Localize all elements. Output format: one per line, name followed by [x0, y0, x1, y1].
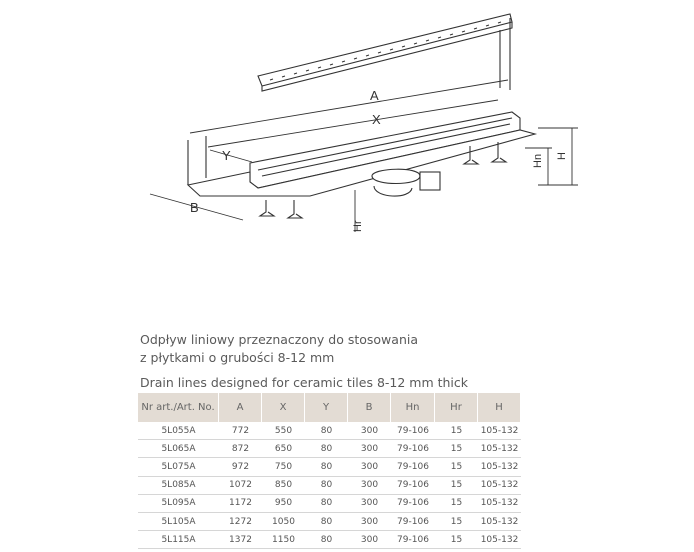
- cell-hr: 15: [435, 458, 478, 476]
- header-hn: Hn: [391, 393, 435, 422]
- label-b: B: [190, 200, 199, 215]
- spec-table-header: [138, 393, 521, 422]
- cell-art-no: 5L065A: [138, 440, 219, 458]
- cell-b: 300: [348, 440, 391, 458]
- cell-x: 650: [262, 440, 305, 458]
- cell-y: 80: [305, 440, 348, 458]
- cell-hr: 15: [435, 531, 478, 549]
- header-x: X: [262, 393, 305, 422]
- cell-h: 105-132: [478, 458, 521, 476]
- cell-y: 80: [305, 477, 348, 495]
- label-a: A: [370, 88, 379, 103]
- cell-b: 300: [348, 531, 391, 549]
- cell-b: 300: [348, 458, 391, 476]
- cell-hr: 15: [435, 495, 478, 513]
- description-polish: [140, 331, 418, 367]
- cell-a: 1272: [219, 513, 262, 531]
- cell-a: 1172: [219, 495, 262, 513]
- cell-hn: 79-106: [391, 440, 435, 458]
- description-polish-line1: Odpływ liniowy przeznaczony do stosowania: [140, 332, 418, 347]
- label-y: Y: [222, 148, 231, 163]
- table-row: [138, 531, 521, 549]
- header-a: A: [219, 393, 262, 422]
- cell-x: 1150: [262, 531, 305, 549]
- spec-table: [138, 393, 521, 549]
- table-row: [138, 440, 521, 458]
- cell-art-no: 5L095A: [138, 495, 219, 513]
- table-row: [138, 513, 521, 531]
- header-hr: Hr: [435, 393, 478, 422]
- table-row: [138, 477, 521, 495]
- cell-hn: 79-106: [391, 531, 435, 549]
- cell-h: 105-132: [478, 495, 521, 513]
- cell-a: 1072: [219, 477, 262, 495]
- cell-hn: 79-106: [391, 495, 435, 513]
- cell-h: 105-132: [478, 477, 521, 495]
- cell-hr: 15: [435, 422, 478, 440]
- header-y: Y: [305, 393, 348, 422]
- cell-x: 1050: [262, 513, 305, 531]
- cell-x: 550: [262, 422, 305, 440]
- cell-art-no: 5L075A: [138, 458, 219, 476]
- cell-hn: 79-106: [391, 477, 435, 495]
- cell-h: 105-132: [478, 422, 521, 440]
- header-art-no: Nr art./Art. No.: [138, 393, 219, 422]
- header-h: H: [478, 393, 521, 422]
- cell-b: 300: [348, 422, 391, 440]
- cell-x: 950: [262, 495, 305, 513]
- label-hr: Hr: [352, 220, 364, 232]
- label-x: X: [372, 112, 381, 127]
- cell-art-no: 5L115A: [138, 531, 219, 549]
- cell-y: 80: [305, 513, 348, 531]
- cell-b: 300: [348, 495, 391, 513]
- cell-y: 80: [305, 458, 348, 476]
- cell-art-no: 5L105A: [138, 513, 219, 531]
- cell-hn: 79-106: [391, 422, 435, 440]
- label-hn: Hn: [532, 153, 544, 168]
- cell-a: 972: [219, 458, 262, 476]
- table-row: [138, 495, 521, 513]
- cell-y: 80: [305, 422, 348, 440]
- cell-y: 80: [305, 495, 348, 513]
- cell-art-no: 5L055A: [138, 422, 219, 440]
- cell-y: 80: [305, 531, 348, 549]
- cell-h: 105-132: [478, 513, 521, 531]
- header-b: B: [348, 393, 391, 422]
- cell-hn: 79-106: [391, 458, 435, 476]
- cell-hn: 79-106: [391, 513, 435, 531]
- spec-table-body: [138, 422, 521, 549]
- cell-hr: 15: [435, 513, 478, 531]
- table-row: [138, 422, 521, 440]
- cell-x: 750: [262, 458, 305, 476]
- cell-a: 872: [219, 440, 262, 458]
- cell-hr: 15: [435, 440, 478, 458]
- cell-x: 850: [262, 477, 305, 495]
- cell-b: 300: [348, 513, 391, 531]
- cell-hr: 15: [435, 477, 478, 495]
- drain-outline: [188, 14, 535, 218]
- cell-art-no: 5L085A: [138, 477, 219, 495]
- description-english: Drain lines designed for ceramic tiles 8-12 mm thick: [140, 375, 469, 390]
- label-h: H: [556, 152, 568, 160]
- table-row: [138, 458, 521, 476]
- cell-h: 105-132: [478, 440, 521, 458]
- cell-b: 300: [348, 477, 391, 495]
- description-polish-line2: z płytkami o grubości 8-12 mm: [140, 350, 335, 365]
- cell-h: 105-132: [478, 531, 521, 549]
- cell-a: 772: [219, 422, 262, 440]
- cell-a: 1372: [219, 531, 262, 549]
